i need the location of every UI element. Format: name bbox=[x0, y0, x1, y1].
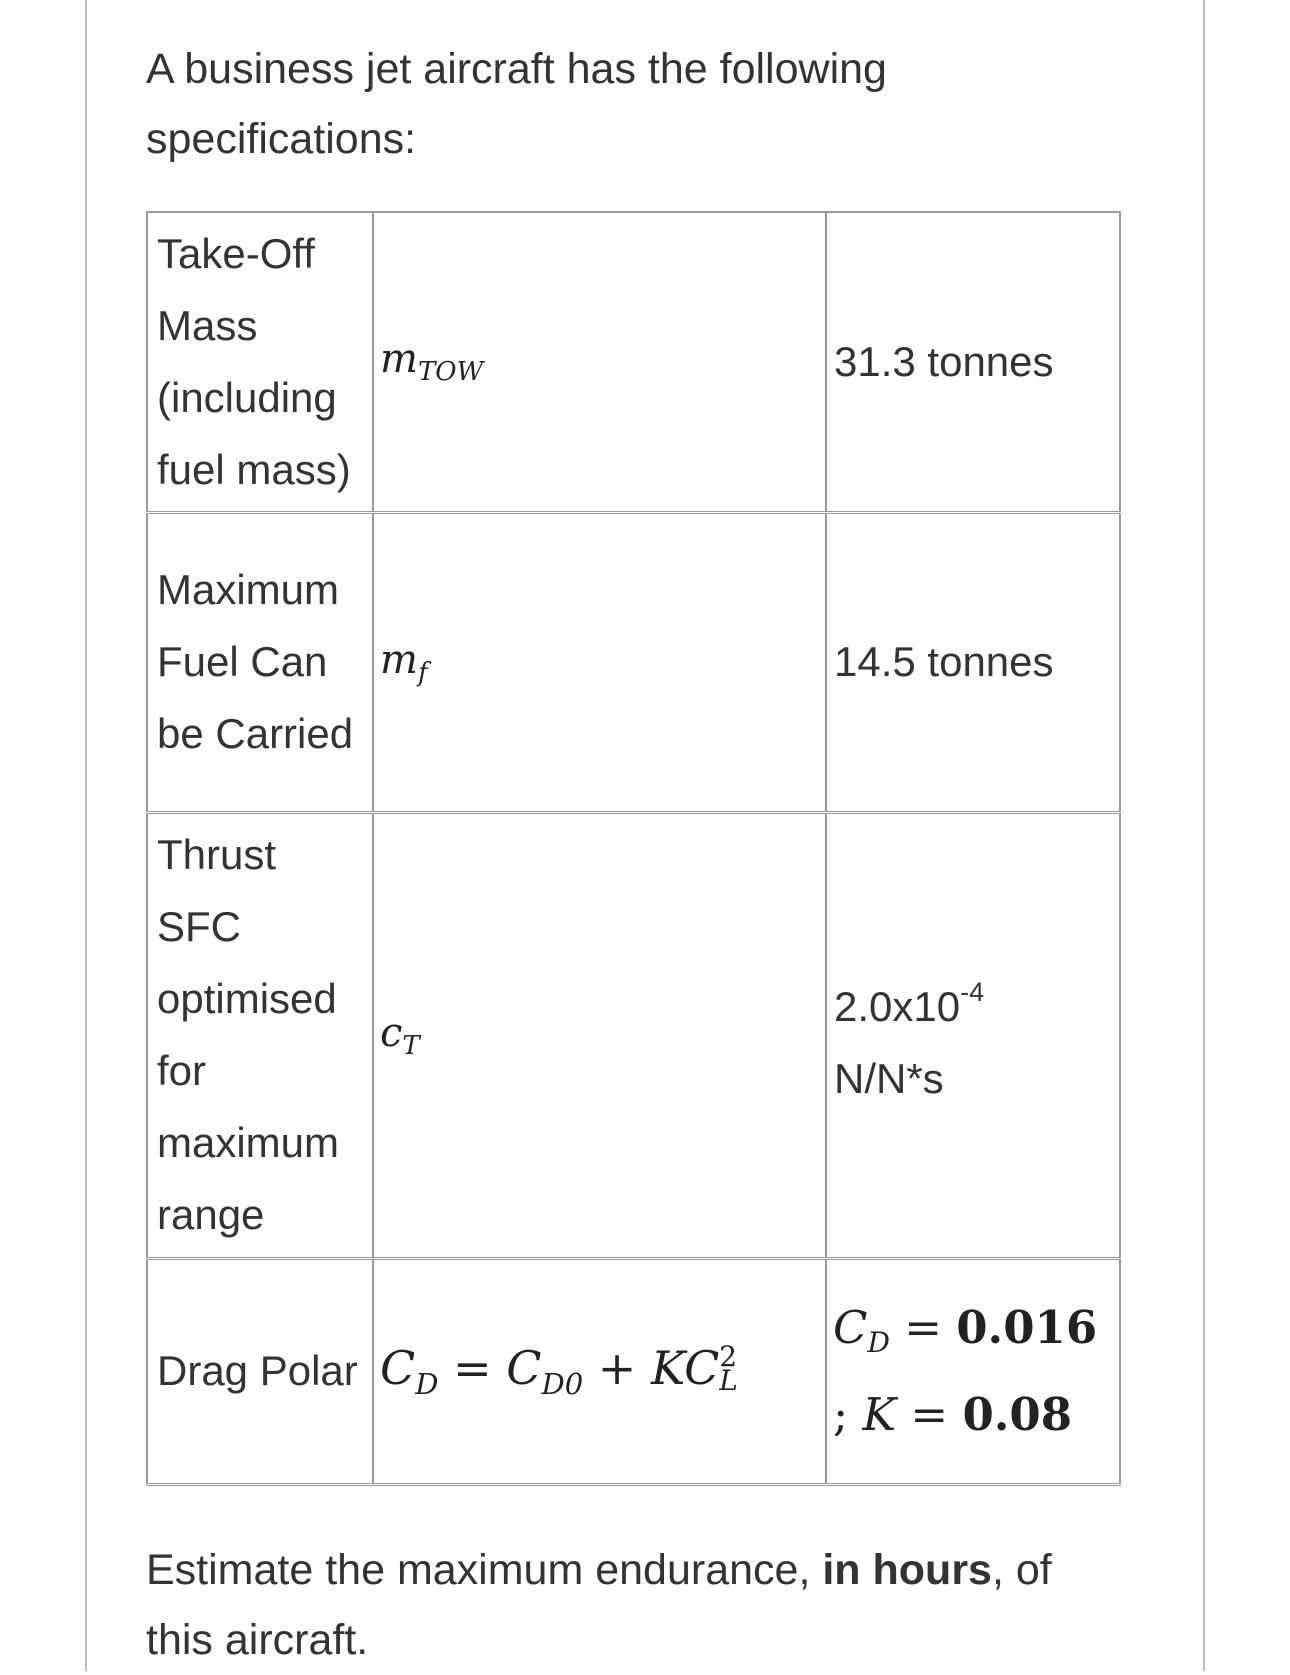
table-cell-label bbox=[147, 212, 373, 512]
symbol-ct: $c_T$ bbox=[380, 1009, 420, 1061]
table-cell-symbol bbox=[373, 512, 826, 812]
value-mf: 14.5 tonnes bbox=[834, 638, 1054, 685]
symbol-mf: $m_f$ bbox=[380, 636, 428, 688]
row-label-max-fuel: Maximum Fuel Can be Carried bbox=[157, 566, 354, 757]
question-text: Estimate the maximum endurance, in hours, of this aircraft. bbox=[146, 1546, 1052, 1664]
value-mtow: 31.3 tonnes bbox=[834, 337, 1054, 385]
drag-polar-values: $C_D = 0.016$ ; K = 0.08 bbox=[833, 1300, 1098, 1441]
table-cell-symbol bbox=[373, 1258, 826, 1484]
table-cell-value bbox=[826, 212, 1120, 512]
table-cell-symbol bbox=[373, 212, 826, 512]
table-cell-label bbox=[147, 812, 373, 1258]
table-cell-label bbox=[147, 1258, 373, 1484]
row-label-takeoff-mass: Take-Off Mass (including fuel mass) bbox=[157, 229, 351, 493]
table-cell-value bbox=[826, 512, 1120, 812]
question-emphasis: in hours bbox=[822, 1546, 992, 1594]
table-cell-label bbox=[147, 512, 373, 812]
specifications-table bbox=[146, 211, 1121, 1486]
table-cell-symbol bbox=[373, 812, 826, 1258]
table-row bbox=[147, 1258, 1120, 1484]
row-label-thrust-sfc: Thrust SFC optimised for maximum range bbox=[157, 831, 340, 1238]
table-cell-value bbox=[826, 812, 1120, 1258]
table-row bbox=[147, 812, 1120, 1258]
drag-polar-formula: $C_D = C_{D0}$ + KC 2 L bbox=[380, 1340, 738, 1401]
row-label-drag-polar: Drag Polar bbox=[157, 1347, 358, 1394]
value-ct: $2.0x10^{-4}$ N/N*s bbox=[834, 976, 985, 1102]
table-row bbox=[147, 212, 1120, 512]
table-row bbox=[147, 512, 1120, 812]
symbol-mtow: $m_{TOW}$ bbox=[380, 336, 484, 388]
table-cell-value bbox=[826, 1258, 1120, 1484]
intro-text: A business jet aircraft has the following specifications: bbox=[146, 45, 887, 163]
